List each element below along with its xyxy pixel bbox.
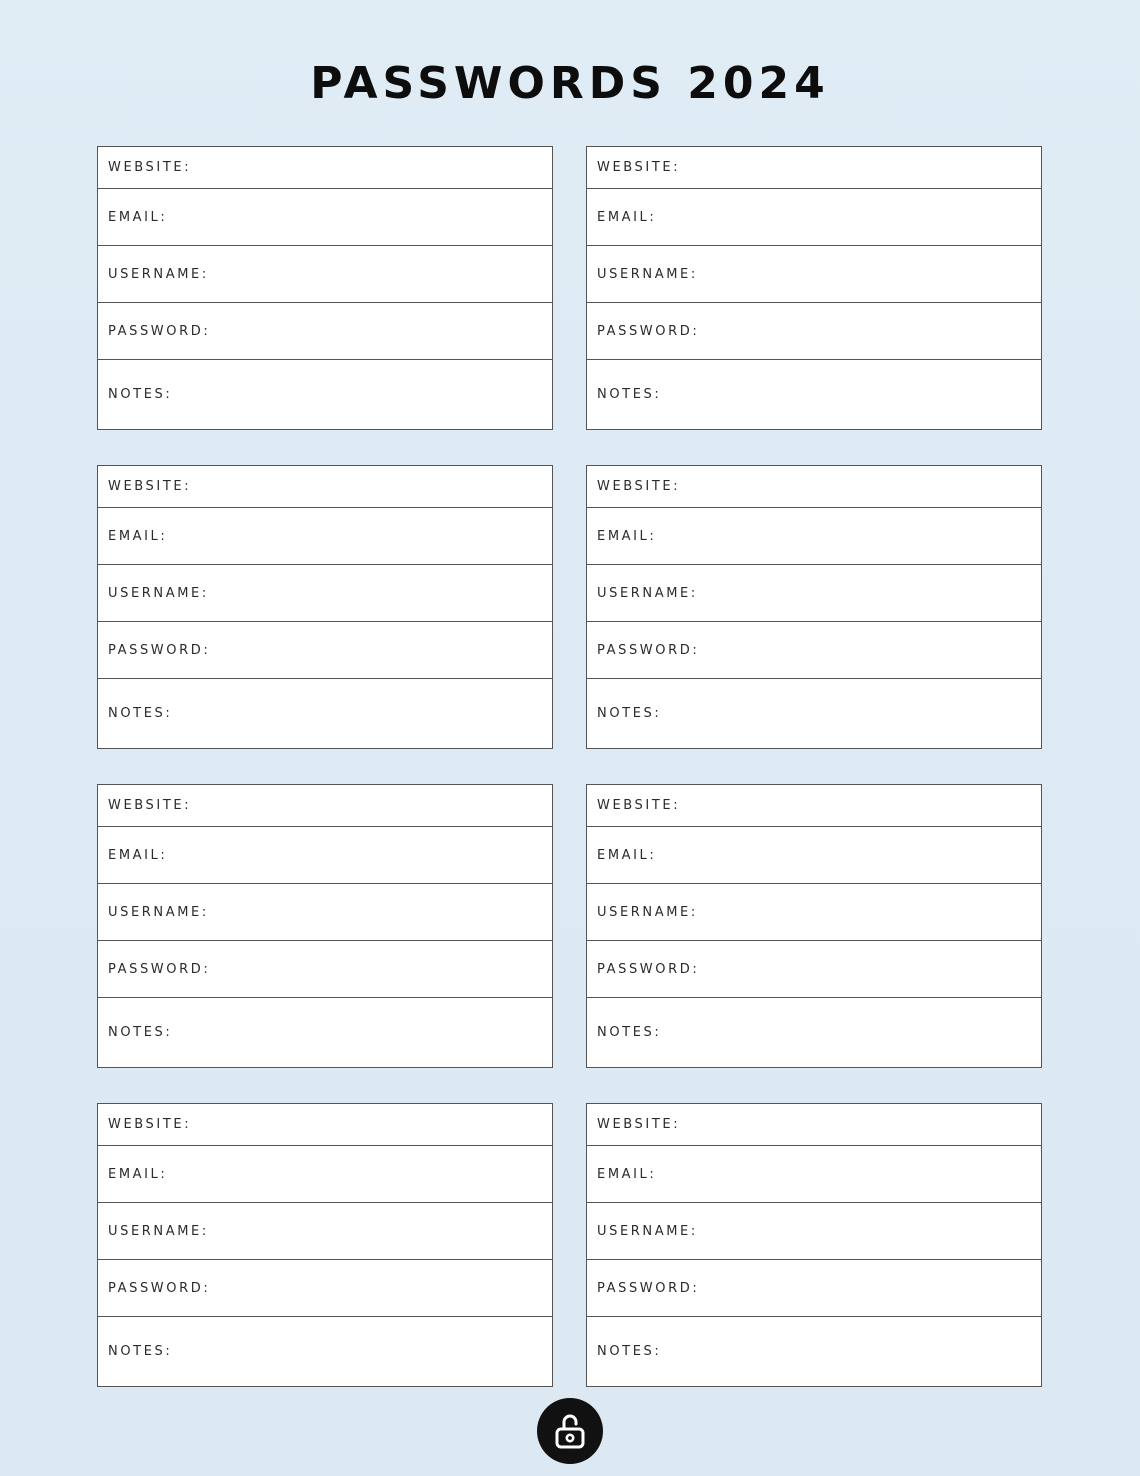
email-field[interactable] [98,1146,552,1203]
username-label: USERNAME: [108,904,209,920]
page-title: PASSWORDS 2024 [310,58,830,109]
username-field[interactable] [98,246,552,303]
unlocked-padlock-icon [537,1398,603,1464]
website-field[interactable] [587,785,1041,827]
username-label: USERNAME: [597,1223,698,1239]
email-label: EMAIL: [597,1166,657,1182]
username-label: USERNAME: [597,904,698,920]
username-field[interactable] [587,884,1041,941]
password-label: PASSWORD: [108,642,211,658]
notes-field[interactable] [98,998,552,1067]
website-label: WEBSITE: [597,479,681,494]
website-label: WEBSITE: [108,798,192,813]
password-card [97,465,553,749]
email-label: EMAIL: [108,528,168,544]
username-field[interactable] [98,884,552,941]
password-field[interactable] [98,1260,552,1317]
email-field[interactable] [587,827,1041,884]
email-field[interactable] [587,508,1041,565]
email-field[interactable] [98,508,552,565]
notes-field[interactable] [98,1317,552,1386]
website-label: WEBSITE: [108,160,192,175]
email-field[interactable] [587,1146,1041,1203]
notes-label: NOTES: [108,387,173,402]
website-field[interactable] [98,785,552,827]
password-card [586,784,1042,1068]
notes-field[interactable] [587,1317,1041,1386]
password-label: PASSWORD: [108,1280,211,1296]
password-card [586,465,1042,749]
notes-label: NOTES: [108,1344,173,1359]
website-field[interactable] [98,147,552,189]
notes-label: NOTES: [108,706,173,721]
password-field[interactable] [587,1260,1041,1317]
website-label: WEBSITE: [108,479,192,494]
username-field[interactable] [587,1203,1041,1260]
notes-field[interactable] [587,679,1041,748]
username-field[interactable] [98,565,552,622]
password-label: PASSWORD: [108,323,211,339]
email-label: EMAIL: [108,209,168,225]
username-field[interactable] [98,1203,552,1260]
password-field[interactable] [587,303,1041,360]
notes-label: NOTES: [108,1025,173,1040]
website-field[interactable] [587,147,1041,189]
username-label: USERNAME: [108,1223,209,1239]
website-field[interactable] [587,466,1041,508]
notes-label: NOTES: [597,1025,662,1040]
notes-label: NOTES: [597,706,662,721]
password-label: PASSWORD: [108,961,211,977]
password-card [97,1103,553,1387]
password-card [586,1103,1042,1387]
email-label: EMAIL: [108,1166,168,1182]
email-label: EMAIL: [597,209,657,225]
notes-field[interactable] [98,360,552,429]
password-field[interactable] [98,941,552,998]
website-field[interactable] [587,1104,1041,1146]
website-field[interactable] [98,1104,552,1146]
email-label: EMAIL: [597,528,657,544]
notes-field[interactable] [587,998,1041,1067]
password-label: PASSWORD: [597,323,700,339]
notes-label: NOTES: [597,387,662,402]
website-label: WEBSITE: [108,1117,192,1132]
website-field[interactable] [98,466,552,508]
username-label: USERNAME: [108,585,209,601]
website-label: WEBSITE: [597,798,681,813]
password-field[interactable] [98,303,552,360]
email-field[interactable] [98,827,552,884]
notes-label: NOTES: [597,1344,662,1359]
email-label: EMAIL: [597,847,657,863]
username-label: USERNAME: [597,266,698,282]
password-label: PASSWORD: [597,961,700,977]
website-label: WEBSITE: [597,1117,681,1132]
website-label: WEBSITE: [597,160,681,175]
password-field[interactable] [587,941,1041,998]
username-field[interactable] [587,565,1041,622]
notes-field[interactable] [587,360,1041,429]
password-label: PASSWORD: [597,642,700,658]
padlock-glyph [550,1411,590,1451]
password-card [97,146,553,430]
email-label: EMAIL: [108,847,168,863]
username-field[interactable] [587,246,1041,303]
password-card [586,146,1042,430]
notes-field[interactable] [98,679,552,748]
username-label: USERNAME: [108,266,209,282]
password-label: PASSWORD: [597,1280,700,1296]
username-label: USERNAME: [597,585,698,601]
email-field[interactable] [98,189,552,246]
password-field[interactable] [587,622,1041,679]
email-field[interactable] [587,189,1041,246]
password-card [97,784,553,1068]
password-field[interactable] [98,622,552,679]
